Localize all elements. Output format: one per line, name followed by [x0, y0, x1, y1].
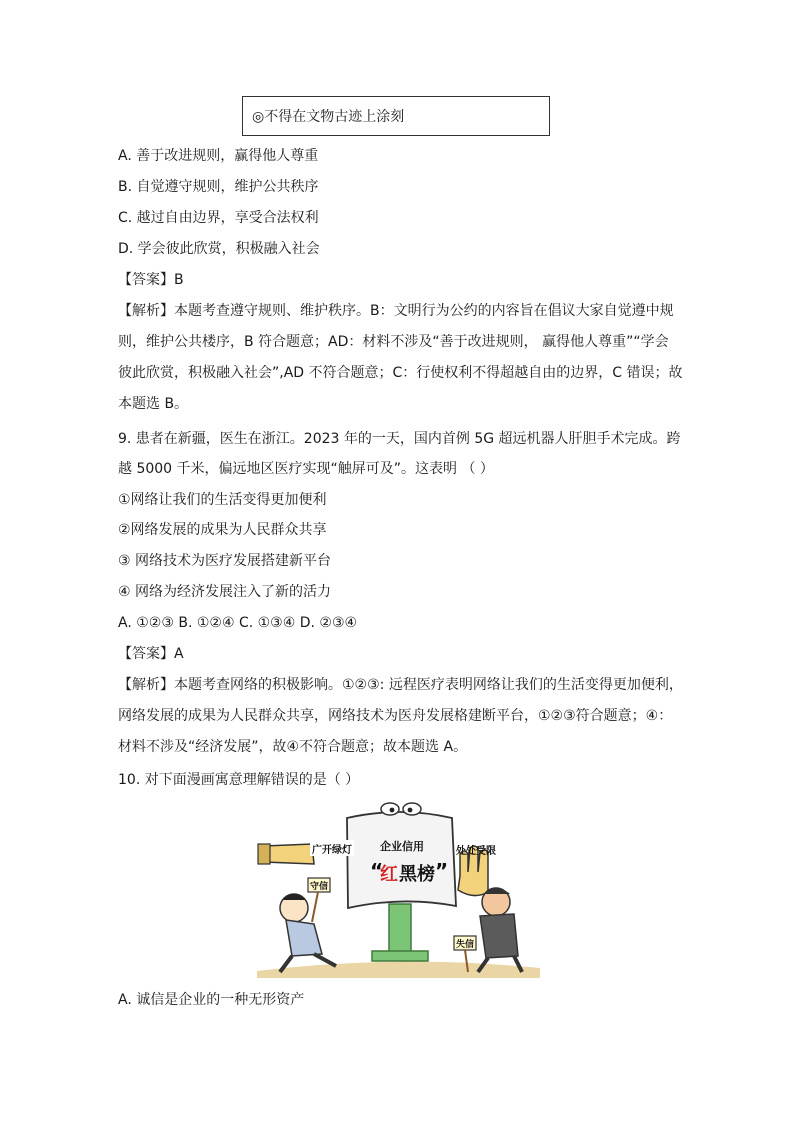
ground-shadow [257, 962, 540, 978]
svg-text:“: “ [370, 859, 384, 883]
q8-answer: 【答案】B [118, 272, 184, 288]
sign-untrustworthy: 失信 [456, 940, 475, 950]
credit-cartoon [252, 796, 542, 978]
board-title: 企业信用 [380, 840, 424, 853]
left-pointing-hand [264, 844, 314, 864]
q8-analysis-line: 则，维护公共楼序，B 符合题意；AD：材料不涉及“善于改进规则， 赢得他人尊重”“学会 [118, 334, 669, 350]
q9-analysis-line: 网络发展的成果为人民群众共享，网络技术为医舟发展格建断平台，①②③符合题意；④： [118, 708, 673, 724]
label-green-light: 广开绿灯 [312, 845, 352, 856]
q8-analysis-line: 本题选 B。 [118, 396, 189, 412]
q9-choices: A. ①②③ B. ①②④ C. ①③④ D. ②③④ [118, 615, 358, 631]
q9-analysis-line: 【解析】本题考查网络的积极影响。①②③: 远程医疗表明网络让我们的生活变得更加便利， [118, 677, 683, 693]
q10-stem: 10. 对下面漫画寓意理解错误的是（ ） [118, 772, 360, 788]
q8-option-c: C. 越过自由边界，享受合法权利 [118, 210, 319, 226]
q8-option-a: A. 善于改进规则，赢得他人尊重 [118, 148, 319, 164]
q9-item: ④ 网络为经济发展注入了新的活力 [118, 584, 332, 600]
billboard-post [389, 904, 411, 956]
untrustworthy-man-body [480, 914, 518, 958]
label-restricted: 处处受限 [456, 846, 496, 857]
board-red-label: 红 [380, 864, 398, 885]
trustworthy-man-body [286, 920, 322, 956]
q9-answer: 【答案】A [118, 646, 184, 662]
q9-stem-line: 9. 患者在新疆，医生在浙江。2023 年的一天，国内首例 5G 超远机器人肝胆手术完成。跨 [118, 431, 681, 447]
q8-analysis-line: 【解析】本题考查遵守规则、维护秩序。B：文明行为公约的内容旨在倡议大家自觉遵中规 [118, 303, 674, 319]
notice-text: ◎不得在文物古迹上涂刻 [252, 109, 405, 125]
q8-option-b: B. 自觉遵守规则，维护公共秩序 [118, 179, 319, 195]
svg-text:”: ” [435, 859, 449, 883]
billboard-base [372, 951, 428, 961]
q10-option-a: A. 诚信是企业的一种无形资产 [118, 992, 305, 1008]
q8-analysis-line: 彼此欣赏，积极融入社会”,AD 不符合题意；C：行使权利不得超越自由的边界，C 错误；故 [118, 365, 683, 381]
q9-item: ②网络发展的成果为人民群众共享 [118, 522, 327, 538]
q9-item: ③ 网络技术为医疗发展搭建新平台 [118, 553, 332, 569]
q8-option-d: D. 学会彼此欣赏，积极融入社会 [118, 241, 320, 257]
q9-item: ①网络让我们的生活变得更加便利 [118, 492, 327, 508]
q9-analysis-line: 材料不涉及“经济发展”，故④不符合题意；故本题选 A。 [118, 739, 468, 755]
sign-trustworthy: 守信 [310, 882, 329, 892]
board-black-label: 黑榜 [399, 864, 435, 885]
notice-box [242, 96, 550, 136]
q9-stem-line: 越 5000 千米，偏远地区医疗实现“触屏可及”。这表明 （ ） [118, 461, 494, 477]
